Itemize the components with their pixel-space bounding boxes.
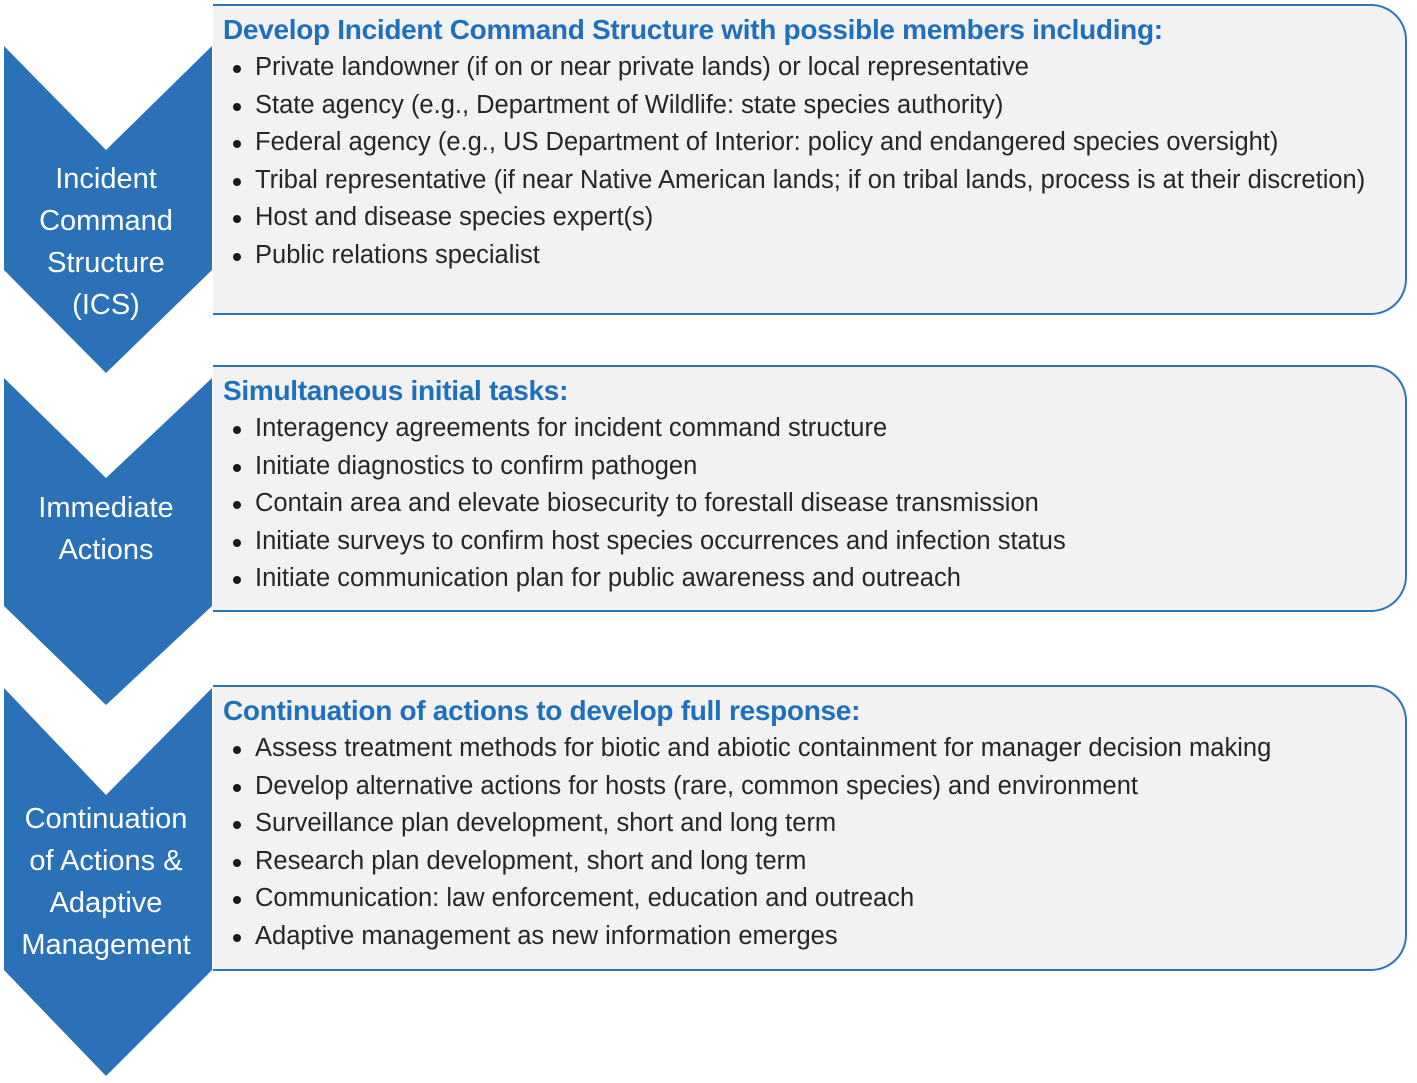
- stage-item-list: [223, 410, 1405, 598]
- list-item: Interagency agreements for incident command structure: [223, 410, 1405, 448]
- list-item: Public relations specialist: [223, 237, 1405, 275]
- list-item: Surveillance plan development, short and long term: [223, 805, 1405, 843]
- list-item: Initiate diagnostics to confirm pathogen: [223, 448, 1405, 486]
- stage-item-list: [223, 730, 1405, 955]
- list-item: Host and disease species expert(s): [223, 199, 1405, 237]
- list-item: Tribal representative (if near Native American lands; if on tribal lands, process is at their discretion): [223, 162, 1405, 200]
- stage-label: Incident Command Structure (ICS): [39, 163, 173, 321]
- stage-item-list: [223, 49, 1405, 274]
- stage-content-box: [213, 4, 1407, 315]
- stage-label: Immediate Actions: [38, 492, 174, 566]
- stage-title: Develop Incident Command Structure with possible members including:: [223, 14, 1163, 45]
- list-item: Private landowner (if on or near private lands) or local representative: [223, 49, 1405, 87]
- list-item: Adaptive management as new information emerges: [223, 918, 1405, 956]
- stage-label: Continuation of Actions & Adaptive Management: [21, 803, 191, 961]
- list-item: Assess treatment methods for biotic and abiotic containment for manager decision making: [223, 730, 1405, 768]
- list-item: Federal agency (e.g., US Department of Interior: policy and endangered species oversight): [223, 124, 1405, 162]
- stage-title: Continuation of actions to develop full response:: [223, 695, 861, 726]
- stage-content-box: [213, 685, 1407, 971]
- stage-content-box: [213, 365, 1407, 612]
- list-item: Initiate communication plan for public awareness and outreach: [223, 560, 1405, 598]
- list-item: State agency (e.g., Department of Wildlife: state species authority): [223, 87, 1405, 125]
- list-item: Contain area and elevate biosecurity to forestall disease transmission: [223, 485, 1405, 523]
- list-item: Research plan development, short and long term: [223, 843, 1405, 881]
- stage-title: Simultaneous initial tasks:: [223, 375, 569, 406]
- list-item: Develop alternative actions for hosts (rare, common species) and environment: [223, 768, 1405, 806]
- list-item: Initiate surveys to confirm host species occurrences and infection status: [223, 523, 1405, 561]
- list-item: Communication: law enforcement, education and outreach: [223, 880, 1405, 918]
